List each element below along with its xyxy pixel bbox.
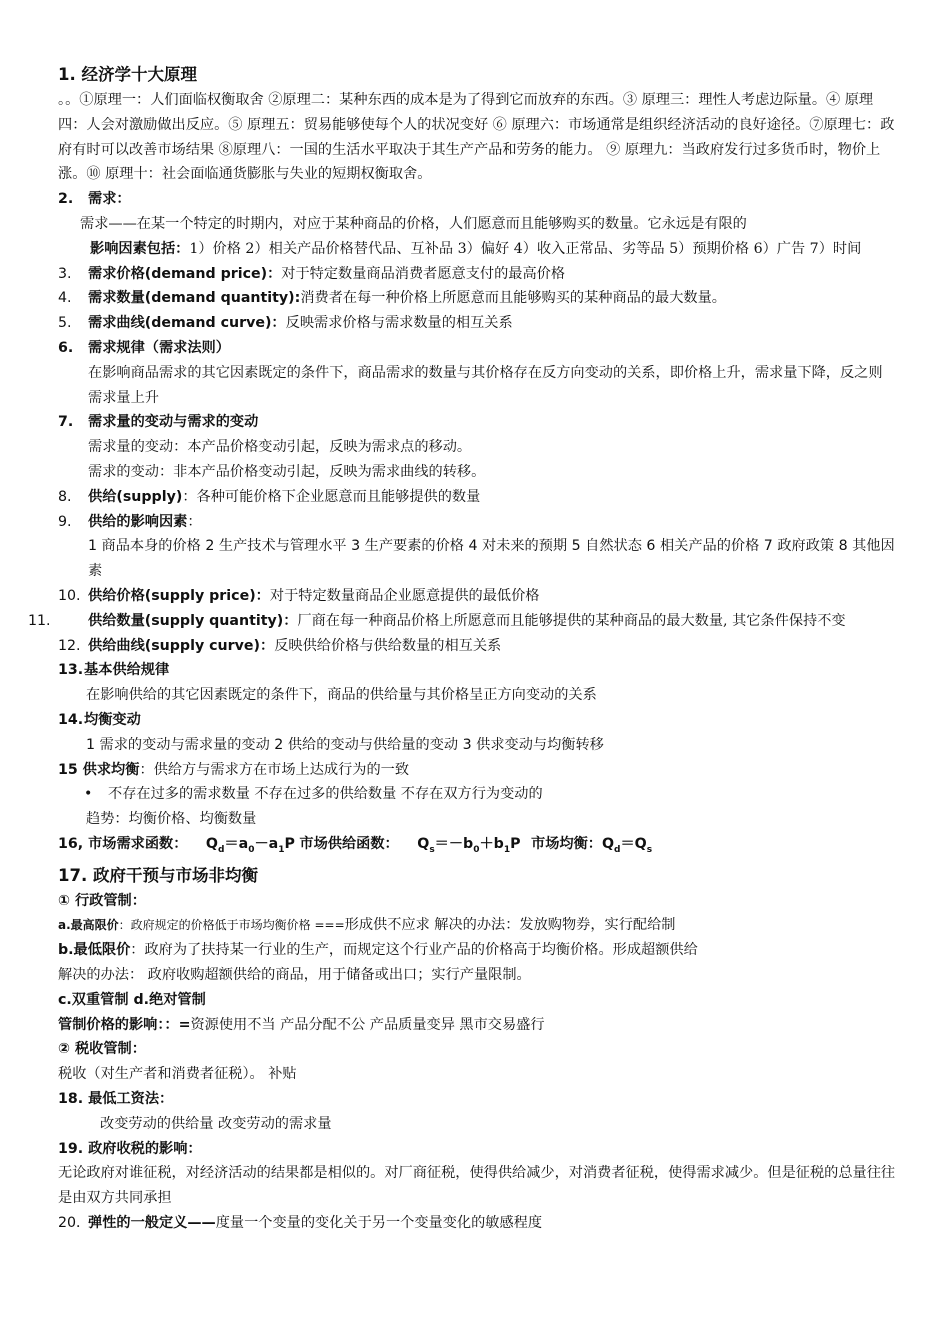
section-2-factors: 影响因素包括：1）价格 2）相关产品价格替代品、互补品 3）偏好 4）收入正常品、劣等品 5）预期价格 6）广告 7）时间 xyxy=(90,240,862,257)
section-15-trend: 趋势：均衡价格、均衡数量 xyxy=(86,811,257,828)
section-6-heading: 6. 需求规律（需求法则） xyxy=(58,339,230,356)
section-7-line-1: 需求量的变动：本产品价格变动引起，反映为需求点的移动。 xyxy=(88,439,472,456)
bullet-icon: • xyxy=(84,786,93,803)
section-13-heading: 13.基本供给规律 xyxy=(58,662,170,679)
section-12: 12. 供给曲线(supply curve)：反映供给价格与供给数量的相互关系 xyxy=(58,637,502,654)
section-11: 11. 供给数量(supply quantity)：厂商在每一种商品价格上所愿意而且能够提供的某种商品的最大数量, 其它条件保持不变 xyxy=(28,612,846,629)
section-17-tax: 税收（对生产者和消费者征税）。 补贴 xyxy=(58,1066,297,1083)
section-17-b: b.最低限价：政府为了扶持某一行业的生产，而规定这个行业产品的价格高于均衡价格。形成超额供给 xyxy=(58,942,698,959)
section-16-functions: 16, 市场需求函数： $Q_d=a_0-a_1P$ 市场供给函数： $Q_s=-b_0+b_1P$ 市场均衡：$Q_d=Q_s$ xyxy=(58,835,653,855)
section-19-title: 19. 政府收税的影响： xyxy=(58,1140,202,1157)
section-17-sub-1: ① 行政管制： xyxy=(58,892,146,909)
section-14-heading: 14.均衡变动 xyxy=(58,711,141,728)
document-page xyxy=(28,62,896,1236)
section-9-heading: 9. 供给的影响因素： xyxy=(58,513,202,530)
section-17-title: 17. 政府干预与市场非均衡 xyxy=(58,865,258,885)
section-1-title: 1. 经济学十大原理 xyxy=(58,65,197,84)
section-5: 5. 需求曲线(demand curve)：反映需求价格与需求数量的相互关系 xyxy=(58,315,513,332)
section-7-heading: 7. 需求量的变动与需求的变动 xyxy=(58,414,259,431)
section-17-c: c.双重管制 d.绝对管制 xyxy=(58,991,206,1008)
section-17-effect: 管制价格的影响：：=资源使用不当 产品分配不公 产品质量变异 黑市交易盛行 xyxy=(58,1016,545,1033)
section-13-text: 在影响供给的其它因素既定的条件下，商品的供给量与其价格呈正方向变动的关系 xyxy=(86,687,597,704)
section-18-text: 改变劳动的供给量 改变劳动的需求量 xyxy=(100,1115,332,1132)
section-8: 8. 供给(supply)：各种可能价格下企业愿意而且能够提供的数量 xyxy=(58,488,481,505)
section-18-title: 18. 最低工资法： xyxy=(58,1090,174,1107)
section-15-bullet: • 不存在过多的需求数量 不存在过多的供给数量 不存在双方行为变动的 xyxy=(58,782,896,807)
section-6-text: 在影响商品需求的其它因素既定的条件下，商品需求的数量与其价格存在反方向变动的关系，即价格上升，需求量下降，反之则需求量上升 xyxy=(88,364,883,406)
section-1-text: 。。①原理一：人们面临权衡取舍 ②原理二：某种东西的成本是为了得到它而放弃的东西。③ 原理三：理性人考虑边际量。④ 原理四：人会对激励做出反应。⑤ 原理五：贸易能够使每个人的状况变好 ⑥ 原理六：市场通常是组织经济活动的良好途径。⑦原理七：政府有时可以改善市场结果 ⑧原理八：一国的生活水平取决于其生产产品和劳务的能力。 ⑨ 原理九：当政府发行过多货币时，物价上涨。⑩ 原理十：社会面临通货膨胀与失业的短期权衡取舍。 xyxy=(58,92,895,183)
section-17-b-solution: 解决的办法： 政府收购超额供给的商品，用于储备或出口；实行产量限制。 xyxy=(58,966,531,983)
section-17-sub-2: ② 税收管制： xyxy=(58,1041,146,1058)
section-9-text: 1 商品本身的价格 2 生产技术与管理水平 3 生产要素的价格 4 对未来的预期 5 自然状态 6 相关产品的价格 7 政府政策 8 其他因素 xyxy=(88,538,895,580)
section-2-heading: 2. 需求： xyxy=(58,191,131,208)
section-7-line-2: 需求的变动：非本产品价格变动引起，反映为需求曲线的转移。 xyxy=(88,463,486,480)
section-14-text: 1 需求的变动与需求量的变动 2 供给的变动与供给量的变动 3 供求变动与均衡转移 xyxy=(86,736,604,753)
section-15-heading: 15 供求均衡：供给方与需求方在市场上达成行为的一致 xyxy=(58,761,410,778)
section-20: 20．弹性的一般定义——度量一个变量的变化关于另一个变量变化的敏感程度 xyxy=(58,1214,543,1231)
section-17-a: a.最高限价：政府规定的价格低于市场均衡价格 ===形成供不应求 解决的办法：发放购物券，实行配给制 xyxy=(58,917,676,934)
section-10: 10. 供给价格(supply price)：对于特定数量商品企业愿意提供的最低价格 xyxy=(58,587,540,604)
section-3: 3. 需求价格(demand price)：对于特定数量商品消费者愿意支付的最高价格 xyxy=(58,265,566,282)
section-4: 4. 需求数量(demand quantity):消费者在每一种价格上所愿意而且能够购买的某种商品的最大数量。 xyxy=(58,290,726,307)
section-19-text: 无论政府对谁征税，对经济活动的结果都是相似的。对厂商征税，使得供给减少，对消费者征税，使得需求减少。但是征税的总量往往是由双方共同承担 xyxy=(58,1165,896,1207)
section-2-definition: 需求——在某一个特定的时期内，对应于某种商品的价格，人们愿意而且能够购买的数量。它永远是有限的 xyxy=(80,215,747,232)
